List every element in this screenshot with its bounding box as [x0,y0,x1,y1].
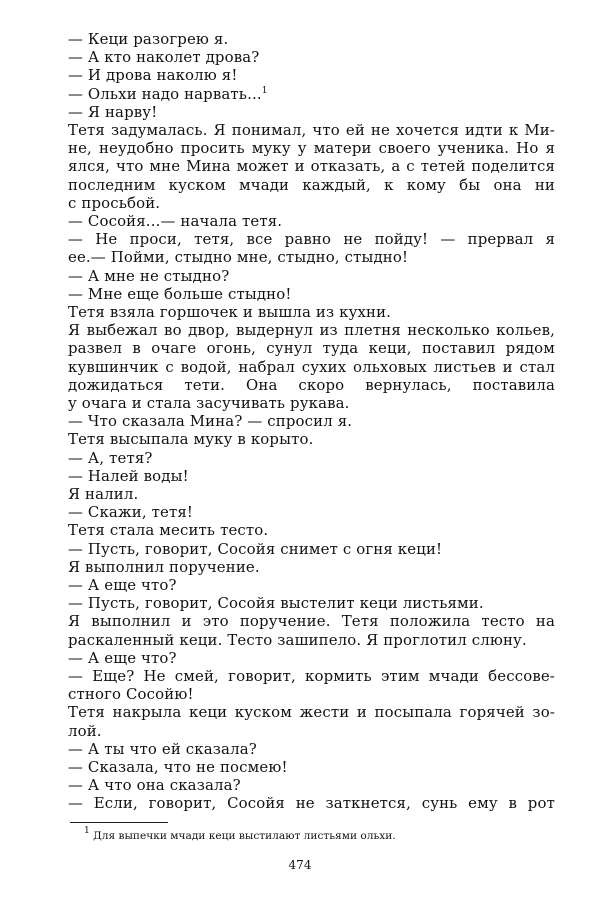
text-line: — Сказала, что не посмею! [68,757,288,776]
text-line: стного Сосойю! [68,685,194,704]
footnote-divider [70,822,168,823]
text-line: — Не проси, тетя, все равно не пойду! — прервал я [68,230,555,249]
text-line: — Что сказала Мина? — спросил я. [68,412,353,431]
text-line: — Если, говорит, Сосойя не заткнется, сунь ему в рот [68,794,555,813]
text-line: — Мне еще больше стыдно! [68,284,292,303]
text-line: — А еще что? [68,648,177,667]
text-line: Тетя высыпала муку в корыто. [68,430,314,449]
text-line: ялся, что мне Мина может и отказать, а с тетей поделится [68,157,555,176]
text-line: ее.— Пойми, стыдно мне, стыдно, стыдно! [68,248,409,267]
text-line: Тетя накрыла кеци куском жести и посыпала горячей зо- [68,703,555,722]
text-line: раскаленный кеци. Тесто зашипело. Я проглотил слюну. [68,630,527,649]
text-line: — Еще? Не смей, говорит, кормить этим мчади бессове- [68,666,555,685]
text-line: — А мне не стыдно? [68,266,230,285]
text-line: Я выполнил и это поручение. Тетя положила тесто на [68,612,555,631]
text-line: у очага и стала засучивать рукава. [68,393,350,412]
text-line: — А, тетя? [68,448,153,467]
text-line: — И дрова наколю я! [68,66,238,85]
text-line: — Я нарву! [68,102,158,121]
text-line: кувшинчик с водой, набрал сухих ольховых листьев и стал [68,357,555,376]
text-line: — А что она сказала? [68,776,241,795]
text-line: Тетя взяла горшочек и вышла из кухни. [68,302,392,321]
text-line: не, неудобно просить муку у матери своего ученика. Но я [68,139,555,158]
text-line: Я выполнил поручение. [68,557,260,576]
text-line: дожидаться тети. Она скоро вернулась, поставила [68,375,555,394]
text-line: — Кеци разогрею я. [68,30,229,48]
text-line: последним куском мчади каждый, к кому бы она ни [68,175,555,194]
text-line: — Сосойя...— начала тетя. [68,211,283,230]
text-line: развел в очаге огонь, сунул туда кеци, поставил рядом [68,339,555,358]
text-line-with-footnote [68,85,555,103]
text-line: Тетя задумалась. Я понимал, что ей не хочется идти к Ми- [68,121,555,140]
text-line: Тетя стала месить тесто. [68,521,269,540]
footnote-marker: 1 [84,826,90,836]
footnote-text: Для выпечки мчади кеци выстилают листьями ольхи. [93,830,396,842]
page-number: 474 [288,858,312,872]
text-line: — А еще что? [68,575,177,594]
footnote [84,826,554,843]
text-line: с просьбой. [68,193,161,212]
text-line: — А кто наколет дрова? [68,48,260,67]
text-line: — Пусть, говорит, Сосойя снимет с огня кеци! [68,539,443,558]
text-line: — Скажи, тетя! [68,503,194,522]
text-line: — Пусть, говорит, Сосойя выстелит кеци листьями. [68,594,484,613]
text-line: лой. [68,721,102,740]
text-line: Я налил. [68,484,139,503]
footnote-ref[interactable]: 1 [261,85,268,96]
text-line: — Ольхи надо нарвать... [68,84,262,103]
text-line: Я выбежал во двор, выдернул из плетня несколько кольев, [68,321,555,340]
body-text [68,30,555,813]
text-line: — А ты что ей сказала? [68,739,257,758]
text-line: — Налей воды! [68,466,189,485]
